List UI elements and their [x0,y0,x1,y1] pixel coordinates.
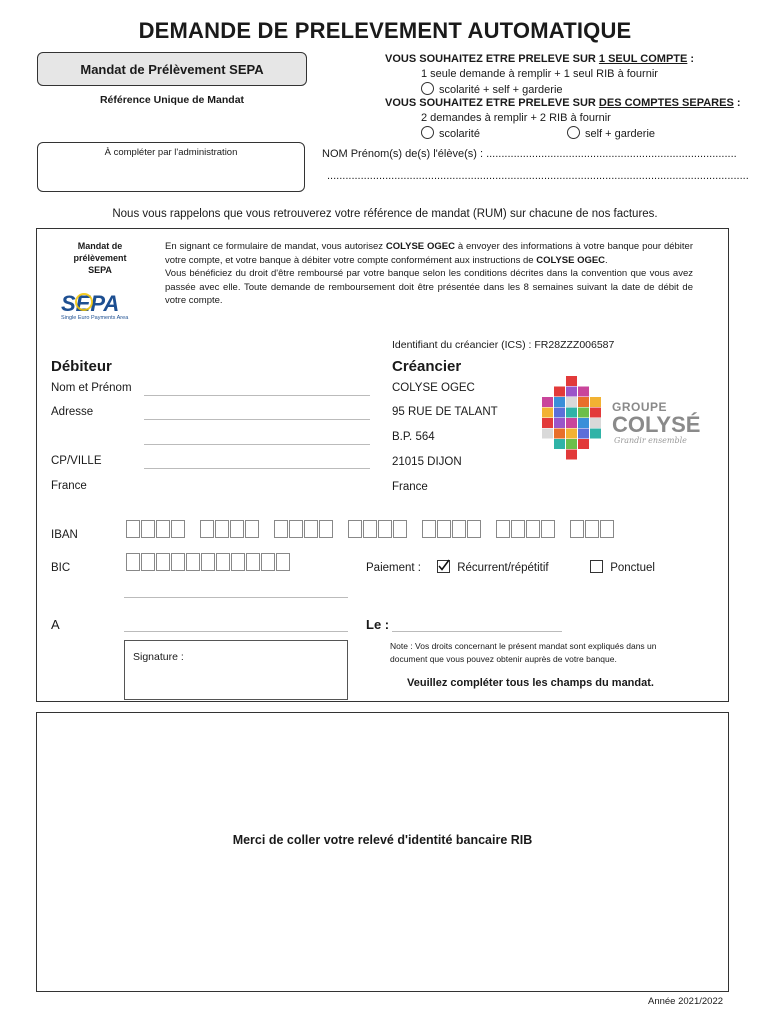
cube-tile [566,397,577,407]
sepa-logo-text: SEPA [61,291,120,316]
option1-title: VOUS SOUHAITEZ ETRE PRELEVE SUR 1 SEUL COMPTE : [385,53,695,65]
legal-paragraph-2: Vous bénéficiez du droit d'être remboursé par votre banque selon les conditions décrites dans la convention que vous avez passée avec elle. Toute demande de remboursement doit être présentée dans les 8 semaines suivant la date de débit de votre compte. [165,268,693,306]
creditor-country: France [392,481,428,493]
legal-text [165,240,693,308]
cube-tile [554,408,565,418]
iban-cell[interactable] [215,520,229,538]
rights-note: Note : Vos droits concernant le présent mandat sont expliqués dans un document que vous pouvez obtenir auprès de votre banque. [390,641,657,664]
colyse-logo [536,372,704,464]
creditor-city: 21015 DIJON [392,456,462,468]
cube-tile [554,439,565,449]
debtor-cpville-label: CP/VILLE [51,455,102,467]
cube-tile [554,418,565,428]
bic-label: BIC [51,562,71,574]
creditor-bp: B.P. 564 [392,431,435,443]
bic-underline [124,597,348,598]
iban-cell[interactable] [452,520,466,538]
payment-label: Paiement : [366,562,421,574]
place-label: A [51,617,60,632]
checkmark-icon [437,559,450,572]
iban-cell[interactable] [126,520,140,538]
debtor-name-label: Nom et Prénom [51,382,132,394]
iban-cell[interactable] [348,520,362,538]
bic-cell[interactable] [231,553,245,571]
iban-cell[interactable] [363,520,377,538]
cube-tile [566,387,577,397]
sepa-logo [61,293,135,321]
rum-label: Référence Unique de Mandat [99,94,245,106]
iban-cell[interactable] [541,520,555,538]
sepa-mandate-label: Mandat de prélèvement SEPA [73,241,127,275]
payment-ponctuel-option[interactable] [590,560,655,574]
cube-tile [566,408,577,418]
sepa-logo-sub: Single Euro Payments Area [61,315,129,321]
admin-label: À compléter par l'administration [104,147,238,158]
iban-cell[interactable] [526,520,540,538]
cube-tile [566,429,577,439]
bic-cell[interactable] [201,553,215,571]
recurrent-label: Récurrent/répétitif [457,562,549,574]
bic-cell[interactable] [141,553,155,571]
debtor-address-label: Adresse [51,406,94,418]
cube-tile [590,397,601,407]
cube-tile [542,408,553,418]
iban-cell[interactable] [437,520,451,538]
debtor-address-input[interactable] [144,419,370,420]
iban-cell[interactable] [393,520,407,538]
complete-fields-notice: Veuillez compléter tous les champs du mandat. [407,677,654,689]
admin-box[interactable] [37,142,305,192]
radio-icon[interactable] [421,82,434,95]
cube-tile [578,418,589,428]
iban-label: IBAN [51,529,78,541]
creditor-ics: Identifiant du créancier (ICS) : FR28ZZZ006587 [392,339,615,351]
payment-recurrent-option[interactable] [437,560,549,574]
logo-groupe: GROUPE [612,400,668,414]
bic-cell[interactable] [126,553,140,571]
iban-cell[interactable] [230,520,244,538]
bic-cell[interactable] [186,553,200,571]
iban-cell[interactable] [496,520,510,538]
radio-icon[interactable] [567,126,580,139]
cube-tile [542,429,553,439]
iban-cell[interactable] [304,520,318,538]
cube-tile [566,450,577,460]
iban-cell[interactable] [570,520,584,538]
option2-choice-scolarite[interactable]: scolarité [421,126,480,140]
iban-cell[interactable] [422,520,436,538]
cube-tile [578,429,589,439]
option2-choice-self[interactable]: self + garderie [567,126,655,140]
bic-input[interactable] [126,553,296,573]
cube-tile [542,418,553,428]
cube-tile [554,429,565,439]
cube-tile [566,418,577,428]
iban-cell[interactable] [171,520,185,538]
logo-tagline: Grandir ensemble [614,436,687,445]
iban-cell[interactable] [378,520,392,538]
rum-reminder: Nous vous rappelons que vous retrouverez votre référence de mandat (RUM) sur chacune de nos factures. [112,208,658,220]
rib-instruction: Merci de coller votre relevé d'identité bancaire RIB [232,833,533,847]
place-input[interactable] [124,631,348,632]
option1-line1: 1 seule demande à remplir + 1 seul RIB à fournir [421,68,658,80]
legal-paragraph-1: En signant ce formulaire de mandat, vous autorisez COLYSE OGEC à envoyer des informations à votre banque pour débiter votre compte, et votre banque à débiter votre compte conformément aux instructions de COLYSE OGEC. [165,241,693,266]
signature-label: Signature : [133,651,184,663]
cube-tile [578,439,589,449]
cube-tile [554,397,565,407]
cube-tile [554,387,565,397]
iban-cell[interactable] [319,520,333,538]
debtor-cpville-input[interactable] [144,468,370,469]
option2-line1: 2 demandes à remplir + 2 RIB à fournir [421,112,611,124]
iban-cell[interactable] [156,520,170,538]
cube-tile [542,397,553,407]
cube-tile [578,397,589,407]
date-input[interactable] [392,631,562,632]
creditor-name: COLYSE OGEC [392,382,475,394]
mandat-title-box: Mandat de Prélèvement SEPA [37,52,307,86]
option1-choice[interactable]: scolarité + self + garderie [421,82,563,96]
iban-cell[interactable] [600,520,614,538]
iban-cell[interactable] [245,520,259,538]
signature-box[interactable] [124,640,348,700]
debtor-name-input[interactable] [144,395,370,396]
iban-cell[interactable] [274,520,288,538]
debtor-country: France [51,480,87,492]
bic-cell[interactable] [216,553,230,571]
iban-cell[interactable] [511,520,525,538]
iban-input[interactable] [126,520,616,540]
bic-cell[interactable] [261,553,275,571]
iban-cell[interactable] [467,520,481,538]
bic-cell[interactable] [156,553,170,571]
cube-tile [566,439,577,449]
cube-tile [590,429,601,439]
school-year: Année 2021/2022 [648,996,724,1007]
sepa-star-icon [75,293,93,311]
bic-cell[interactable] [171,553,185,571]
cube-tile [590,418,601,428]
option2-title: VOUS SOUHAITEZ ETRE PRELEVE SUR DES COMPTES SEPARES : [385,97,741,109]
student-name-field[interactable]: NOM Prénom(s) de(s) l'élève(s) : .................................................................................. [322,148,737,160]
iban-cell[interactable] [585,520,599,538]
logo-colyse: COLYSÉ [612,412,701,437]
iban-cell[interactable] [200,520,214,538]
debtor-heading: Débiteur [51,358,112,375]
creditor-heading: Créancier [392,358,462,375]
ponctuel-label: Ponctuel [610,562,655,574]
rib-paste-area[interactable] [36,712,729,992]
creditor-street: 95 RUE DE TALANT [392,406,498,418]
date-label: Le : [366,617,390,632]
bic-cell[interactable] [246,553,260,571]
cube-tile [578,408,589,418]
iban-cell[interactable] [289,520,303,538]
bic-cell[interactable] [276,553,290,571]
iban-cell[interactable] [141,520,155,538]
cube-tile [590,408,601,418]
page-title: DEMANDE DE PRELEVEMENT AUTOMATIQUE [138,18,632,43]
ponctuel-checkbox[interactable] [590,560,603,573]
debtor-address-input-2[interactable] [144,444,370,445]
student-name-field-line2[interactable]: .......................................................................................................................................... [327,170,749,182]
cube-tile [566,376,577,386]
recurrent-checkbox[interactable] [437,560,450,573]
colyse-cube-icon [536,372,606,462]
cube-tile [578,387,589,397]
radio-icon[interactable] [421,126,434,139]
